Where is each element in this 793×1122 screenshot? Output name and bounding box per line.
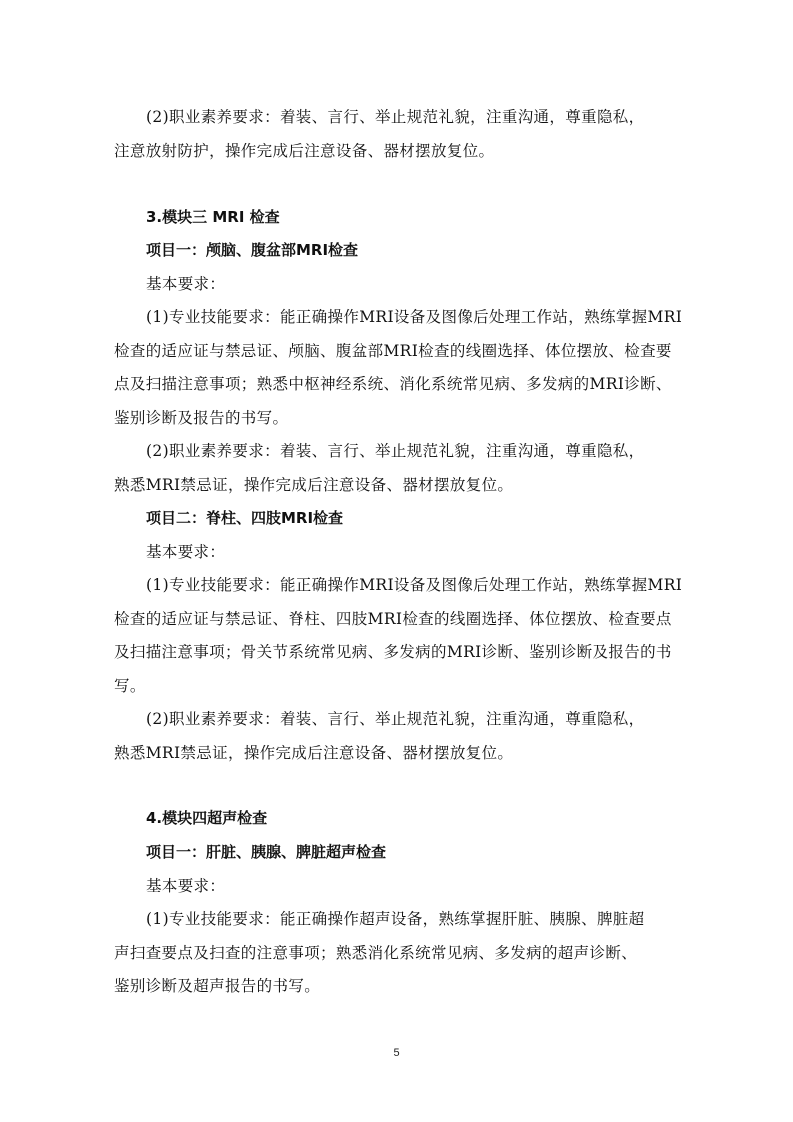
paragraph-line: (2)职业素养要求：着装、言行、举止规范礼貌，注重沟通，尊重隐私， [146,710,645,728]
paragraph-line: 熟悉MRI禁忌证，操作完成后注意设备、器材摆放复位。 [114,476,514,494]
project-heading: 项目二：脊柱、四肢MRI检查 [146,509,344,527]
paragraph-line: (1)专业技能要求：能正确操作MRI设备及图像后处理工作站，熟练掌握MRI [146,308,683,326]
paragraph-line: 声扫查要点及扫查的注意事项；熟悉消化系统常见病、多发病的超声诊断、 [114,944,638,962]
page-number: 5 [393,1047,400,1059]
paragraph-line: 鉴别诊断及报告的书写。 [114,409,289,427]
module-heading: 4.模块四超声检查 [146,809,268,827]
project-heading: 项目一：颅脑、腹盆部MRI检查 [146,241,359,259]
paragraph-line: 注意放射防护，操作完成后注意设备、器材摆放复位。 [114,142,495,160]
paragraph-line: (2)职业素养要求：着装、言行、举止规范礼貌，注重沟通，尊重隐私， [146,442,645,460]
paragraph-line: 检查的适应证与禁忌证、脊柱、四肢MRI检查的线圈选择、体位摆放、检查要点 [114,610,672,628]
module-heading: 3.模块三 MRI 检查 [146,208,280,226]
basic-requirements-label: 基本要求： [146,877,226,895]
project-heading: 项目一：肝脏、胰腺、脾脏超声检查 [146,843,387,861]
paragraph-line: (2)职业素养要求：着装、言行、举止规范礼貌，注重沟通，尊重隐私， [146,108,645,126]
paragraph-line: 写。 [114,677,146,695]
paragraph-line: 熟悉MRI禁忌证，操作完成后注意设备、器材摆放复位。 [114,744,514,762]
basic-requirements-label: 基本要求： [146,543,226,561]
paragraph-line: 检查的适应证与禁忌证、颅脑、腹盆部MRI检查的线圈选择、体位摆放、检查要 [114,342,672,360]
paragraph-line: 点及扫描注意事项；熟悉中枢神经系统、消化系统常见病、多发病的MRI诊断、 [114,375,672,393]
paragraph-line: 鉴别诊断及超声报告的书写。 [114,977,321,995]
paragraph-line: (1)专业技能要求：能正确操作超声设备，熟练掌握肝脏、胰腺、脾脏超 [146,910,645,928]
paragraph-line: (1)专业技能要求：能正确操作MRI设备及图像后处理工作站，熟练掌握MRI [146,576,683,594]
paragraph-line: 及扫描注意事项；骨关节系统常见病、多发病的MRI诊断、鉴别诊断及报告的书 [114,643,672,661]
basic-requirements-label: 基本要求： [146,275,226,293]
